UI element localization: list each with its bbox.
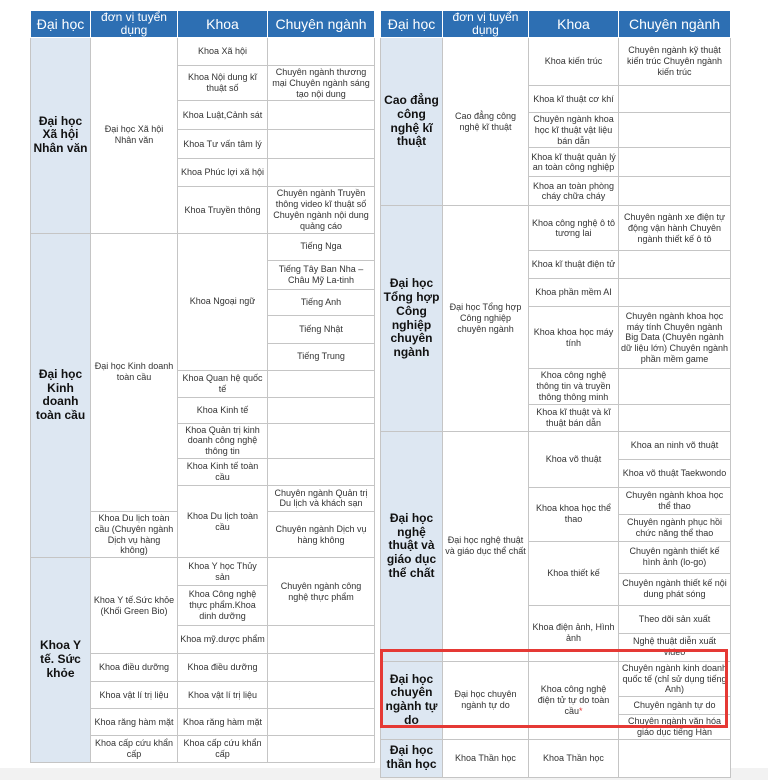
unit-cell: Cao đẳng công nghệ kĩ thuật (443, 38, 529, 206)
faculty-cell: Khoa khoa học máy tính (529, 307, 619, 369)
major-cell (268, 397, 375, 423)
major-cell (268, 423, 375, 458)
faculty-cell: Khoa phần mềm AI (529, 279, 619, 307)
faculty-cell: Khoa Truyền thông (178, 187, 268, 233)
header-unit: đơn vị tuyển dụng (91, 11, 178, 38)
major-cell: Chuyên ngành công nghệ thực phẩm (268, 558, 375, 626)
university-cell: Đại học chuyên ngành tự do (381, 661, 443, 739)
major-cell (619, 113, 731, 148)
university-cell: Đại học thần học (381, 739, 443, 777)
major-cell: Khoa an ninh võ thuật (619, 431, 731, 459)
language-cell: Tiếng Nga (268, 233, 375, 260)
language-cell: Tiếng Tây Ban Nha – Châu Mỹ La-tinh (268, 260, 375, 289)
major-cell: Chuyên ngành tự do (619, 697, 731, 715)
faculty-cell: Khoa điện ảnh, Hình ảnh (529, 605, 619, 661)
language-cell: Tiếng Trung (268, 343, 375, 370)
university-cell: Đại học nghệ thuật và giáo dục thể chất (381, 431, 443, 661)
faculty-cell: Khoa Tư vấn tâm lý (178, 130, 268, 159)
faculty-cell: Khoa Quan hệ quốc tế (178, 370, 268, 397)
faculty-cell: Khoa Ngoại ngữ (178, 233, 268, 370)
major-cell: Nghệ thuật diễn xuất video (619, 633, 731, 661)
major-cell: Chuyên ngành Truyền thông video kĩ thuật số Chuyên ngành nội dung quảng cáo (268, 187, 375, 233)
faculty-cell: Khoa Quản trị kinh doanh công nghệ thông tin (178, 423, 268, 458)
unit-cell: Khoa điều dưỡng (91, 654, 178, 682)
faculty-cell: Khoa kĩ thuật quản lý an toàn công nghiệp (529, 148, 619, 177)
faculty-cell: Khoa an toàn phòng cháy chữa cháy (529, 177, 619, 206)
header-faculty: Khoa (529, 11, 619, 38)
major-cell (619, 148, 731, 177)
major-cell (268, 736, 375, 763)
faculty-cell: Khoa kiến trúc (529, 38, 619, 86)
faculty-name: Khoa công nghệ điện tử tự do toàn cầu (537, 684, 610, 716)
major-cell (268, 626, 375, 654)
major-cell: Chuyên ngành văn hóa giáo dục tiếng Hàn (619, 715, 731, 740)
major-cell (268, 709, 375, 736)
left-table (30, 10, 375, 763)
header-university: Đại học (381, 11, 443, 38)
major-cell: Chuyên ngành khoa học thể thao (619, 487, 731, 514)
major-cell (619, 739, 731, 777)
faculty-cell: Khoa võ thuật (529, 431, 619, 487)
major-cell: Chuyên ngành kỹ thuật kiến trúc Chuyên ngành kiến trúc (619, 38, 731, 86)
unit-cell: Đại học nghệ thuật và giáo dục thể chất (443, 431, 529, 661)
unit-cell: Khoa Du lịch toàn cầu (Chuyên ngành Dịch vụ hàng không) (91, 511, 178, 557)
faculty-cell: Khoa điều dưỡng (178, 654, 268, 682)
faculty-cell: Khoa Nội dung kĩ thuật số (178, 66, 268, 101)
faculty-cell: Khoa kĩ thuật cơ khí (529, 86, 619, 113)
major-cell (268, 682, 375, 709)
major-cell: Chuyên ngành thiết kế nội dung phát sóng (619, 573, 731, 605)
header-faculty: Khoa (178, 11, 268, 38)
university-cell: Đại học Xã hội Nhân văn (31, 38, 91, 234)
major-cell (619, 404, 731, 431)
major-cell (268, 38, 375, 66)
faculty-cell: Khoa Du lịch toàn cầu (178, 485, 268, 557)
unit-cell: Khoa Thần học (443, 739, 529, 777)
major-cell (268, 101, 375, 130)
major-cell: Chuyên ngành phục hồi chức năng thể thao (619, 514, 731, 541)
major-cell (619, 251, 731, 279)
major-cell: Chuyên ngành thương mại Chuyên ngành sáng tạo nội dung (268, 66, 375, 101)
university-cell: Cao đẳng công nghệ kĩ thuật (381, 38, 443, 206)
university-cell: Khoa Y tế. Sức khỏe (31, 558, 91, 763)
unit-cell: Khoa răng hàm mặt (91, 709, 178, 736)
faculty-cell: Khoa Công nghệ thực phẩm.Khoa dinh dưỡng (178, 586, 268, 626)
major-cell: Chuyên ngành thiết kế hình ảnh (lo-go) (619, 541, 731, 573)
faculty-cell: Khoa cấp cứu khẩn cấp (178, 736, 268, 763)
header-university: Đại học (31, 11, 91, 38)
unit-cell: Khoa vật lí trị liệu (91, 682, 178, 709)
major-cell: Chuyên ngành xe điện tự động vận hành Chuyên ngành thiết kế ô tô (619, 206, 731, 251)
faculty-cell: Khoa Xã hội (178, 38, 268, 66)
major-cell (268, 370, 375, 397)
unit-cell: Đại học Kinh doanh toàn cầu (91, 233, 178, 511)
unit-cell: Khoa cấp cứu khẩn cấp (91, 736, 178, 763)
faculty-cell: Khoa công nghệ ô tô tương lai (529, 206, 619, 251)
major-cell (268, 130, 375, 159)
faculty-cell: Khoa răng hàm mặt (178, 709, 268, 736)
unit-cell: Đại học chuyên ngành tự do (443, 661, 529, 739)
unit-cell: Đại học Xã hội Nhân văn (91, 38, 178, 234)
faculty-cell: Chuyên ngành khoa học kĩ thuật vật liệu bán dẫn (529, 113, 619, 148)
unit-cell: Khoa Y tế.Sức khỏe (Khối Green Bio) (91, 558, 178, 654)
major-cell (619, 177, 731, 206)
faculty-cell: Khoa Kinh tế (178, 397, 268, 423)
faculty-cell: Khoa Thần học (529, 739, 619, 777)
major-cell (268, 159, 375, 187)
major-cell: Chuyên ngành Dịch vụ hàng không (268, 511, 375, 557)
major-cell (619, 369, 731, 404)
major-cell: Khoa võ thuật Taekwondo (619, 459, 731, 487)
major-cell: Chuyên ngành khoa học máy tính Chuyên ngành Big Data (Chuyên ngành dữ liệu lớn) Chuyên ngành phần mềm game (619, 307, 731, 369)
university-cell: Đại học Tổng hợp Công nghiệp chuyên ngành (381, 206, 443, 431)
major-cell: Theo dõi sản xuất (619, 605, 731, 633)
header-unit: đơn vị tuyển dụng (443, 11, 529, 38)
header-major: Chuyên ngành (268, 11, 375, 38)
major-cell: Chuyên ngành kinh doanh quốc tế (chỉ sử dụng tiếng Anh) (619, 661, 731, 696)
faculty-cell: Khoa khoa học thể thao (529, 487, 619, 541)
header-major: Chuyên ngành (619, 11, 731, 38)
major-cell (268, 458, 375, 485)
faculty-cell: Khoa kĩ thuật và kĩ thuật bán dẫn (529, 404, 619, 431)
major-cell (619, 279, 731, 307)
footnote-star: * (579, 705, 583, 716)
language-cell: Tiếng Nhật (268, 315, 375, 343)
language-cell: Tiếng Anh (268, 289, 375, 315)
major-cell: Chuyên ngành Quản trị Du lịch và khách sạn (268, 485, 375, 511)
faculty-cell: Khoa Luật,Cảnh sát (178, 101, 268, 130)
major-cell (619, 86, 731, 113)
faculty-cell: Khoa Y học Thủy sản (178, 558, 268, 586)
faculty-cell: Khoa Kinh tế toàn cầu (178, 458, 268, 485)
major-cell (268, 654, 375, 682)
faculty-cell: Khoa Phúc lợi xã hội (178, 159, 268, 187)
faculty-cell: Khoa kĩ thuật điện tử (529, 251, 619, 279)
faculty-cell: Khoa vật lí trị liệu (178, 682, 268, 709)
faculty-cell: Khoa thiết kế (529, 541, 619, 605)
faculty-cell (529, 661, 619, 739)
unit-cell: Đại học Tổng hợp Công nghiệp chuyên ngành (443, 206, 529, 431)
faculty-cell: Khoa công nghệ thông tin và truyền thông thông minh (529, 369, 619, 404)
right-table (380, 10, 731, 778)
university-cell: Đại học Kinh doanh toàn cầu (31, 233, 91, 558)
faculty-cell: Khoa mỹ.dược phẩm (178, 626, 268, 654)
